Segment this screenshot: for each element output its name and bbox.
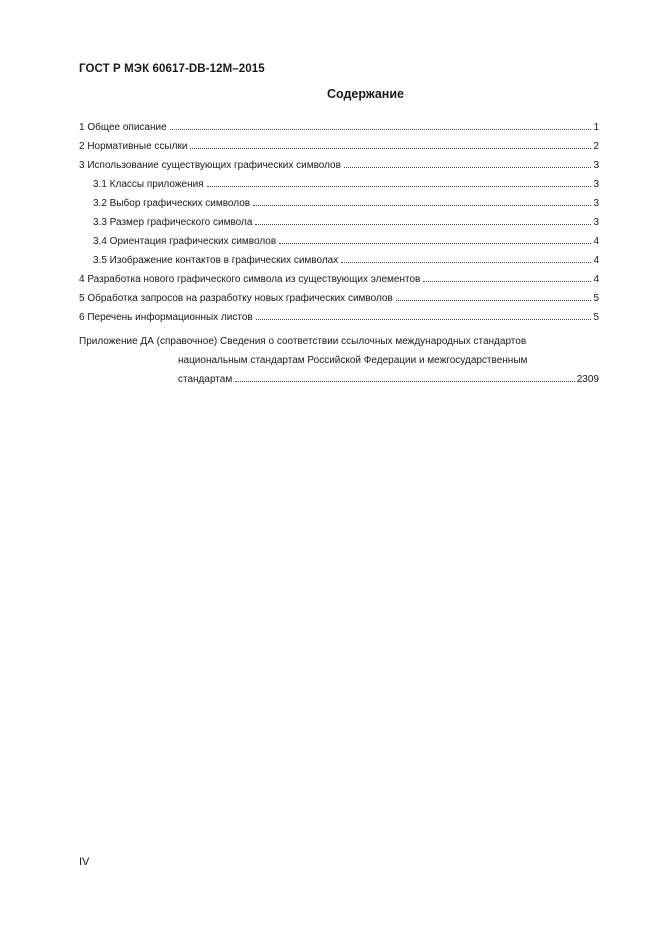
toc-entry-label: 3 Использование существующих графических символов xyxy=(79,160,341,171)
toc-leader-dots xyxy=(341,262,591,263)
toc-entry-label: 4 Разработка нового графического символа из существующих элементов xyxy=(79,274,421,285)
page-number: IV xyxy=(79,856,90,868)
toc-leader-dots xyxy=(423,281,591,282)
toc-entry-page: 5 xyxy=(593,293,599,304)
toc-entry-page: 3 xyxy=(593,198,599,209)
toc-entry-label: 3.3 Размер графического символа xyxy=(93,217,253,228)
toc-leader-dots xyxy=(235,381,575,382)
appendix-title-line-3 xyxy=(79,370,599,389)
toc-subentry[interactable] xyxy=(79,198,599,217)
toc-entry[interactable] xyxy=(79,312,599,331)
toc-entry-label: стандартам xyxy=(178,374,233,385)
toc-leader-dots xyxy=(279,243,591,244)
toc-subentry[interactable] xyxy=(79,236,599,255)
toc-entry-page: 1 xyxy=(593,122,599,133)
toc-entry[interactable] xyxy=(79,160,599,179)
toc-entry-page: 2309 xyxy=(576,374,599,385)
toc-entry-page: 5 xyxy=(593,312,599,323)
toc-entry-page: 3 xyxy=(593,179,599,190)
appendix-title-line-2: национальным стандартам Российской Федерации и межгосударственным xyxy=(178,355,528,366)
toc-leader-dots xyxy=(256,319,592,320)
toc-entry-page: 3 xyxy=(593,217,599,228)
toc-entry[interactable] xyxy=(79,274,599,293)
toc-entry-label: 1 Общее описание xyxy=(79,122,167,133)
toc-subentry[interactable] xyxy=(79,255,599,274)
toc-leader-dots xyxy=(207,186,592,187)
toc-entry-label: 6 Перечень информационных листов xyxy=(79,312,253,323)
toc-entry-page: 4 xyxy=(593,255,599,266)
toc-leader-dots xyxy=(344,167,592,168)
toc-entry-page: 4 xyxy=(593,274,599,285)
toc-entry-page: 4 xyxy=(593,236,599,247)
toc-entry[interactable] xyxy=(79,122,599,141)
toc-entry-label: 3.1 Классы приложения xyxy=(93,179,204,190)
toc-leader-dots xyxy=(255,224,591,225)
toc-entry-label: 3.4 Ориентация графических символов xyxy=(93,236,277,247)
toc-entry-label: 3.5 Изображение контактов в графических символах xyxy=(93,255,339,266)
toc-subentry[interactable] xyxy=(79,217,599,236)
toc-appendix-entry[interactable] xyxy=(79,332,599,389)
appendix-title-line-1: Приложение ДА (справочное) Сведения о соответствии ссылочных международных стандартов xyxy=(79,336,527,347)
toc-leader-dots xyxy=(170,129,592,130)
toc-entry[interactable] xyxy=(79,141,599,160)
table-of-contents xyxy=(79,122,599,389)
toc-entry-page: 3 xyxy=(593,160,599,171)
toc-entry-label: 5 Обработка запросов на разработку новых графических символов xyxy=(79,293,393,304)
toc-title: Содержание xyxy=(326,87,404,101)
toc-leader-dots xyxy=(190,148,591,149)
document-code: ГОСТ Р МЭК 60617-DB-12M–2015 xyxy=(79,63,265,75)
toc-entry-label: 2 Нормативные ссылки xyxy=(79,141,188,152)
toc-leader-dots xyxy=(396,300,592,301)
toc-entry-page: 2 xyxy=(593,141,599,152)
toc-entry[interactable] xyxy=(79,293,599,312)
toc-entry-label: 3.2 Выбор графических символов xyxy=(93,198,251,209)
toc-leader-dots xyxy=(253,205,591,206)
toc-subentry[interactable] xyxy=(79,179,599,198)
